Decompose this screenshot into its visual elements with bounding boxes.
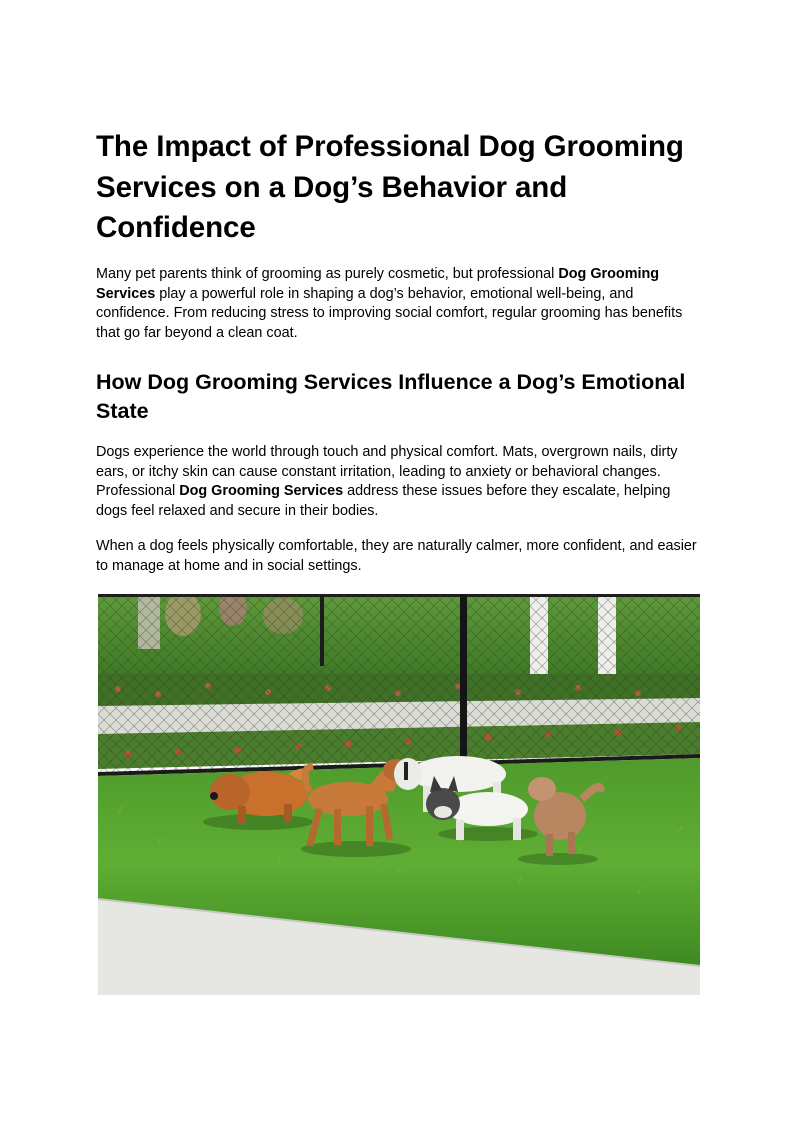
- paragraph2-text-before: Dogs experience the world through touch and physical comfort. Mats, overgrown nails, dirty ears, or itchy skin can cause constant irritation, leading to anxiety or behavioral changes. Professional: [96, 444, 678, 499]
- intro-bold-keyword: Dog Grooming Services: [96, 266, 660, 302]
- comfort-paragraph: When a dog feels physically comfortable, they are naturally calmer, more confident, and easier to manage at home and in social settings.: [96, 538, 697, 574]
- emotional-state-paragraph: [96, 443, 700, 521]
- intro-paragraph: [96, 265, 700, 343]
- intro-text-after: play a powerful role in shaping a dog’s behavior, emotional well-being, and confidence. From reducing stress to improving social comfort, regular grooming has benefits that go far beyond a clean coat.: [96, 285, 683, 341]
- intro-text-before: Many pet parents think of grooming as purely cosmetic, but professional: [96, 266, 559, 282]
- article-title: The Impact of Professional Dog Grooming Services on a Dog’s Behavior and Confidence: [96, 130, 684, 244]
- paragraph2-bold-keyword: Dog Grooming Services: [179, 483, 344, 499]
- paragraph2-text-after: address these issues before they escalate, helping dogs feel relaxed and secure in their bodies.: [96, 483, 671, 519]
- section-heading: How Dog Grooming Services Influence a Dog’s Emotional State: [96, 370, 686, 423]
- dogs-playing-photo: [98, 594, 700, 995]
- chain-link-fence: [98, 594, 700, 772]
